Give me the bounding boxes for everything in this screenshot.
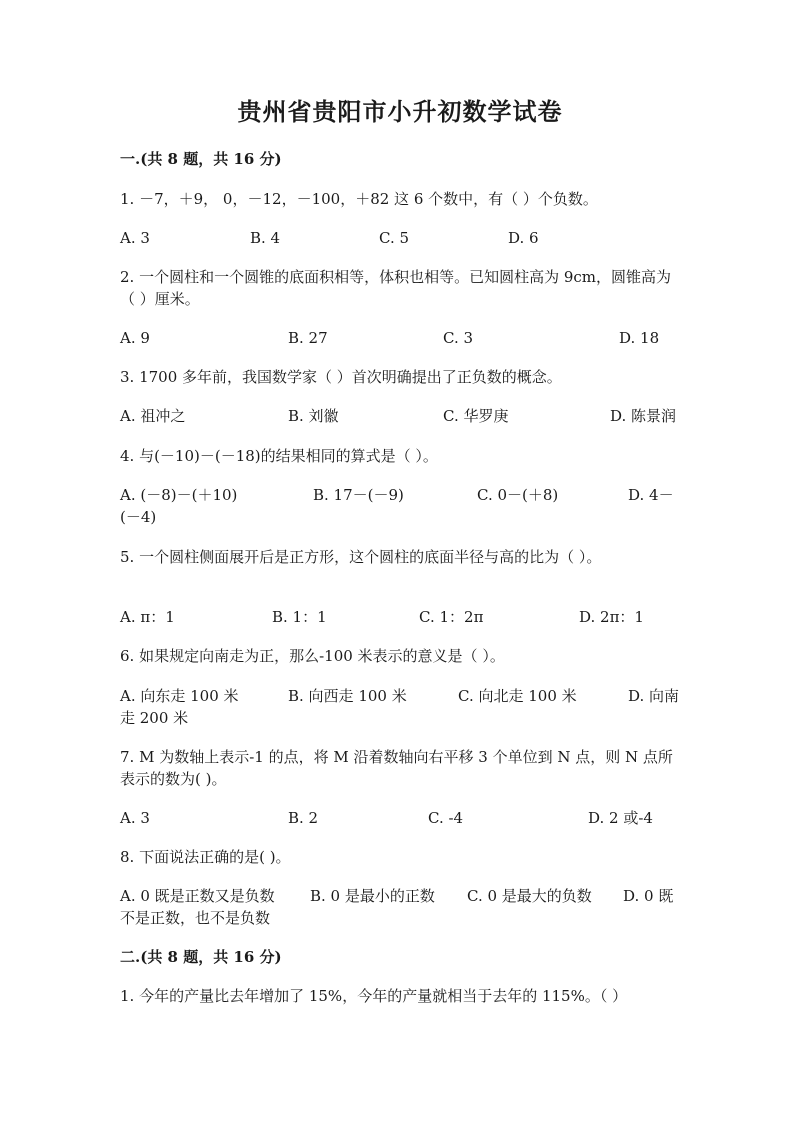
option-d-continuation: (－4) — [120, 508, 157, 526]
option-a[interactable]: A. 9 — [120, 329, 150, 347]
question-1: 1. －7，＋9， 0，－12，－100，＋82 这 6 个数中，有（ ）个负数。 — [120, 190, 598, 208]
option-c[interactable]: C. 1：2π — [419, 608, 484, 626]
option-a[interactable]: A. π：1 — [120, 608, 175, 626]
option-c[interactable]: C. 0－(＋8) — [477, 486, 559, 504]
option-c[interactable]: C. 5 — [379, 229, 410, 247]
page-title: 贵州省贵阳市小升初数学试卷 — [237, 97, 563, 126]
question-4: 4. 与(－10)－(－18)的结果相同的算式是（ ）。 — [120, 447, 438, 465]
option-a[interactable]: A. 3 — [120, 809, 150, 827]
option-c[interactable]: C. 3 — [443, 329, 474, 347]
option-d[interactable]: D. 2 或-4 — [588, 809, 653, 827]
option-d-continuation: 不是正数，也不是负数 — [120, 909, 271, 927]
question-2-options — [120, 327, 680, 349]
question-5: 5. 一个圆柱侧面展开后是正方形，这个圆柱的底面半径与高的比为（ ）。 — [120, 548, 602, 566]
question-3-options — [120, 405, 680, 427]
option-b[interactable]: B. 2 — [288, 809, 319, 827]
option-b[interactable]: B. 0 是最小的正数 — [310, 887, 435, 905]
question-7-options — [120, 807, 680, 829]
option-a[interactable]: A. 3 — [120, 229, 150, 247]
option-d-continuation: 走 200 米 — [120, 709, 189, 727]
option-a[interactable]: A. 向东走 100 米 — [120, 687, 239, 705]
question-4-options — [120, 484, 680, 506]
option-c[interactable]: C. 华罗庚 — [443, 407, 509, 425]
option-a[interactable]: A. 0 既是正数又是负数 — [120, 887, 275, 905]
question-5-options — [120, 606, 680, 628]
option-b[interactable]: B. 17－(－9) — [313, 486, 404, 504]
question-2: 2. 一个圆柱和一个圆锥的底面积相等，体积也相等。已知圆柱高为 9cm，圆锥高为（ ）厘米。 — [120, 268, 672, 308]
option-b[interactable]: B. 刘徽 — [288, 407, 339, 425]
section-1-heading: 一.(共 8 题，共 16 分) — [120, 150, 282, 168]
option-b[interactable]: B. 4 — [250, 229, 281, 247]
option-d[interactable]: D. 4－ — [628, 486, 674, 504]
option-c[interactable]: C. 向北走 100 米 — [458, 687, 577, 705]
option-c[interactable]: C. -4 — [428, 809, 464, 827]
option-d[interactable]: D. 6 — [508, 229, 539, 247]
option-b[interactable]: B. 27 — [288, 329, 328, 347]
option-c[interactable]: C. 0 是最大的负数 — [467, 887, 592, 905]
section-2-heading: 二.(共 8 题，共 16 分) — [120, 948, 282, 966]
part2-question-1: 1. 今年的产量比去年增加了 15%，今年的产量就相当于去年的 115%。（ ） — [120, 987, 628, 1005]
option-a[interactable]: A. 祖冲之 — [120, 407, 186, 425]
option-d[interactable]: D. 0 既 — [623, 887, 674, 905]
option-d[interactable]: D. 2π：1 — [579, 608, 644, 626]
option-d[interactable]: D. 陈景润 — [610, 407, 677, 425]
option-b[interactable]: B. 1：1 — [272, 608, 327, 626]
option-b[interactable]: B. 向西走 100 米 — [288, 687, 407, 705]
question-6-options — [120, 685, 680, 707]
question-3: 3. 1700 多年前，我国数学家（ ）首次明确提出了正负数的概念。 — [120, 368, 562, 386]
question-6: 6. 如果规定向南走为正，那么-100 米表示的意义是（ ）。 — [120, 647, 505, 665]
option-d[interactable]: D. 18 — [619, 329, 660, 347]
question-7: 7. M 为数轴上表示-1 的点，将 M 沿着数轴向右平移 3 个单位到 N 点，则 N 点所表示的数为( )。 — [120, 748, 673, 788]
option-a[interactable]: A. (－8)－(＋10) — [120, 486, 238, 504]
option-d[interactable]: D. 向南 — [628, 687, 680, 705]
question-1-options — [120, 227, 680, 249]
question-8-options — [120, 885, 680, 907]
question-8: 8. 下面说法正确的是( )。 — [120, 848, 291, 866]
